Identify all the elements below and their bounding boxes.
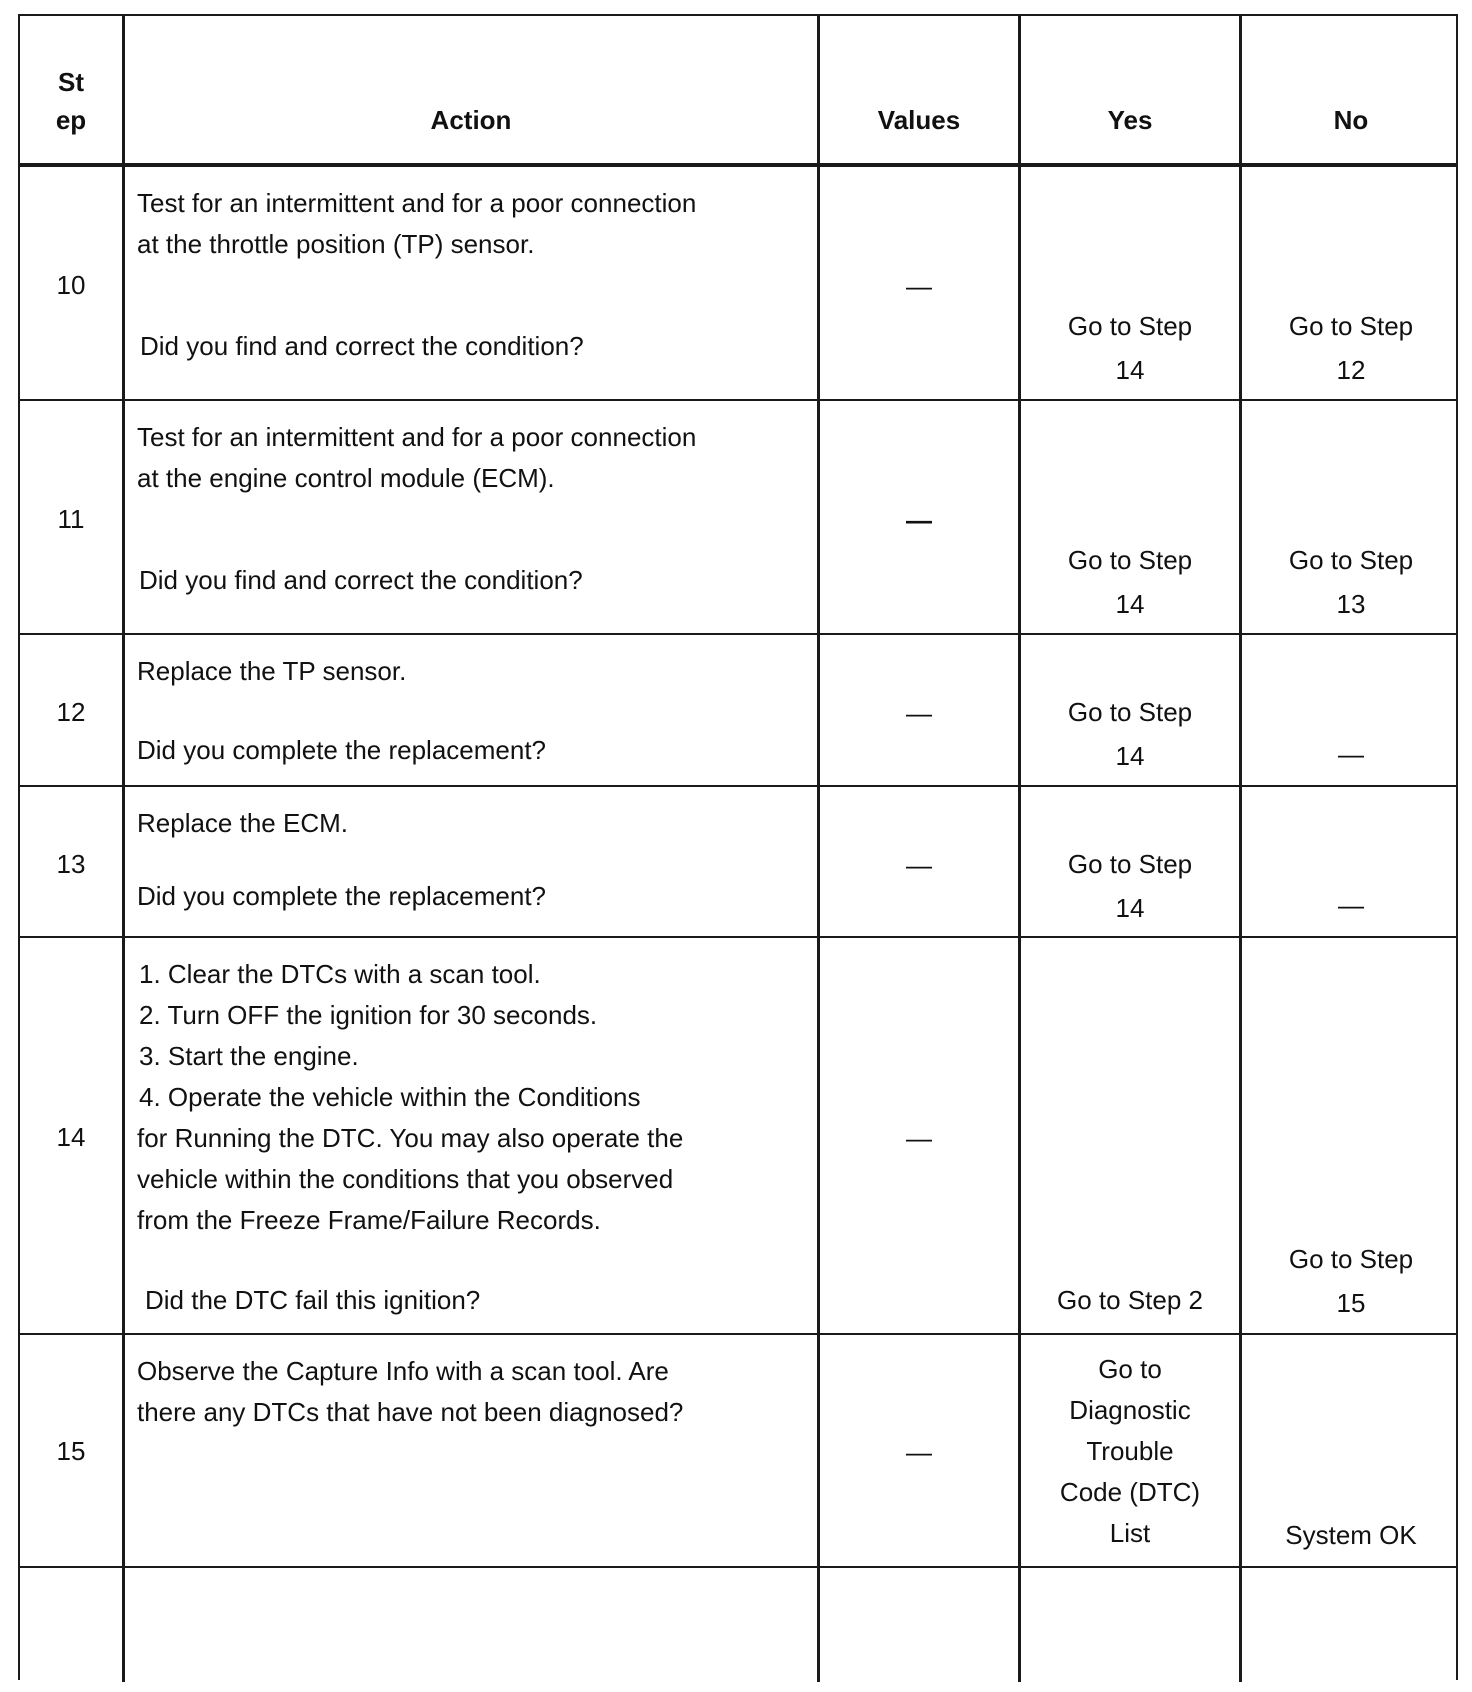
action-line: 1. Clear the DTCs with a scan tool. — [139, 959, 541, 989]
yes-line: List — [1109, 1518, 1151, 1548]
header-step-line1: St — [58, 67, 84, 97]
action-line: Test for an intermittent and for a poor connection — [137, 422, 697, 452]
step-number: 13 — [56, 849, 86, 879]
action-question: Did you complete the replacement? — [137, 881, 547, 911]
no-line: Go to Step — [1288, 1244, 1414, 1274]
action-line: at the throttle position (TP) sensor. — [137, 229, 535, 259]
table-row-step-14 — [20, 938, 1456, 1335]
table-row-step-12 — [20, 635, 1456, 787]
table-row-step-13 — [20, 787, 1456, 938]
no-cell — [1239, 938, 1460, 1333]
yes-line: Go to — [1098, 1354, 1162, 1384]
action-question: Did you find and correct the condition? — [139, 565, 583, 595]
values-cell — [817, 1335, 1018, 1566]
values-dash: — — [906, 505, 932, 535]
header-step-line2: ep — [55, 105, 87, 135]
values-cell-empty — [817, 1568, 1018, 1682]
yes-line: 14 — [1115, 893, 1145, 923]
no-line: 13 — [1336, 589, 1366, 619]
action-cell — [122, 401, 817, 633]
action-question: Did you find and correct the condition? — [140, 331, 584, 361]
values-cell — [817, 401, 1018, 633]
action-cell-empty — [122, 1568, 817, 1682]
yes-line: Go to Step 2 — [1057, 1285, 1203, 1315]
action-cell — [122, 167, 817, 399]
action-line: Replace the TP sensor. — [137, 656, 407, 686]
header-values — [817, 16, 1018, 163]
yes-line: Go to Step — [1067, 849, 1193, 879]
yes-cell — [1018, 635, 1239, 785]
action-line: from the Freeze Frame/Failure Records. — [137, 1205, 601, 1235]
values-cell — [817, 167, 1018, 399]
action-question: Did the DTC fail this ignition? — [145, 1285, 481, 1315]
yes-cell — [1018, 938, 1239, 1333]
yes-line: 14 — [1115, 355, 1145, 385]
yes-line: Diagnostic — [1069, 1395, 1191, 1425]
no-line: 15 — [1336, 1288, 1366, 1318]
action-line: 4. Operate the vehicle within the Conditions — [139, 1082, 641, 1112]
values-cell — [817, 787, 1018, 936]
yes-cell — [1018, 401, 1239, 633]
yes-cell — [1018, 1335, 1239, 1566]
yes-line: 14 — [1115, 741, 1145, 771]
no-line: Go to Step — [1288, 311, 1414, 341]
yes-text — [1021, 690, 1239, 778]
no-dash: — — [1338, 890, 1364, 920]
yes-line: Go to Step — [1067, 545, 1193, 575]
no-cell — [1239, 401, 1460, 633]
action-cell — [122, 787, 817, 936]
action-line: for Running the DTC. You may also operate the — [137, 1123, 684, 1153]
yes-text — [1021, 1278, 1239, 1322]
diagnostic-table — [18, 14, 1458, 1680]
table-header-row — [20, 16, 1456, 167]
step-number: 15 — [56, 1436, 86, 1466]
values-cell — [817, 635, 1018, 785]
yes-cell — [1018, 787, 1239, 936]
header-yes-label: Yes — [1107, 105, 1153, 135]
header-action — [122, 16, 817, 163]
action-line: vehicle within the conditions that you observed — [137, 1164, 674, 1194]
yes-text — [1021, 1349, 1239, 1554]
action-line: at the engine control module (ECM). — [137, 463, 555, 493]
no-cell — [1239, 1335, 1460, 1566]
yes-cell — [1018, 167, 1239, 399]
step-cell — [20, 787, 122, 936]
no-text — [1242, 1513, 1460, 1557]
no-line: 12 — [1336, 355, 1366, 385]
action-cell — [122, 635, 817, 785]
no-text — [1242, 304, 1460, 392]
action-line: Test for an intermittent and for a poor connection — [137, 188, 697, 218]
yes-line: Go to Step — [1067, 697, 1193, 727]
values-dash: — — [906, 698, 932, 728]
action-line: 2. Turn OFF the ignition for 30 seconds. — [139, 1000, 598, 1030]
action-line: Replace the ECM. — [137, 808, 348, 838]
header-yes — [1018, 16, 1239, 163]
no-line: Go to Step — [1288, 545, 1414, 575]
no-text — [1242, 538, 1460, 626]
values-cell — [817, 938, 1018, 1333]
values-dash: — — [906, 271, 932, 301]
table-row-step-10 — [20, 167, 1456, 401]
action-line: there any DTCs that have not been diagnosed? — [137, 1397, 684, 1427]
header-no — [1239, 16, 1460, 163]
step-cell — [20, 167, 122, 399]
header-values-label: Values — [877, 105, 961, 135]
table-row-step-15 — [20, 1335, 1456, 1568]
yes-text — [1021, 842, 1239, 930]
header-step — [20, 16, 122, 163]
table-row-step-11 — [20, 401, 1456, 635]
step-number: 10 — [56, 270, 86, 300]
values-dash: — — [906, 1437, 932, 1467]
step-cell — [20, 1335, 122, 1566]
values-dash: — — [906, 850, 932, 880]
table-row-continuation — [20, 1568, 1456, 1682]
yes-line: 14 — [1115, 589, 1145, 619]
action-cell — [122, 938, 817, 1333]
step-cell — [20, 401, 122, 633]
no-dash: — — [1338, 739, 1364, 769]
step-number: 12 — [56, 697, 86, 727]
no-cell-empty — [1239, 1568, 1460, 1682]
no-cell — [1239, 787, 1460, 936]
no-cell — [1239, 167, 1460, 399]
step-number: 14 — [56, 1122, 86, 1152]
yes-text — [1021, 304, 1239, 392]
yes-line: Code (DTC) — [1059, 1477, 1201, 1507]
action-line: Observe the Capture Info with a scan tool. Are — [137, 1356, 669, 1386]
yes-line: Trouble — [1086, 1436, 1174, 1466]
header-action-label: Action — [430, 105, 512, 135]
action-cell — [122, 1335, 817, 1566]
values-dash: — — [906, 1123, 932, 1153]
yes-cell-empty — [1018, 1568, 1239, 1682]
action-question: Did you complete the replacement? — [137, 735, 547, 765]
no-line: System OK — [1285, 1520, 1417, 1550]
step-number: 11 — [57, 504, 85, 534]
header-no-label: No — [1333, 105, 1369, 135]
step-cell — [20, 938, 122, 1333]
yes-line: Go to Step — [1067, 311, 1193, 341]
no-text — [1242, 1237, 1460, 1325]
step-cell — [20, 635, 122, 785]
yes-text — [1021, 538, 1239, 626]
no-cell — [1239, 635, 1460, 785]
action-line: 3. Start the engine. — [139, 1041, 359, 1071]
